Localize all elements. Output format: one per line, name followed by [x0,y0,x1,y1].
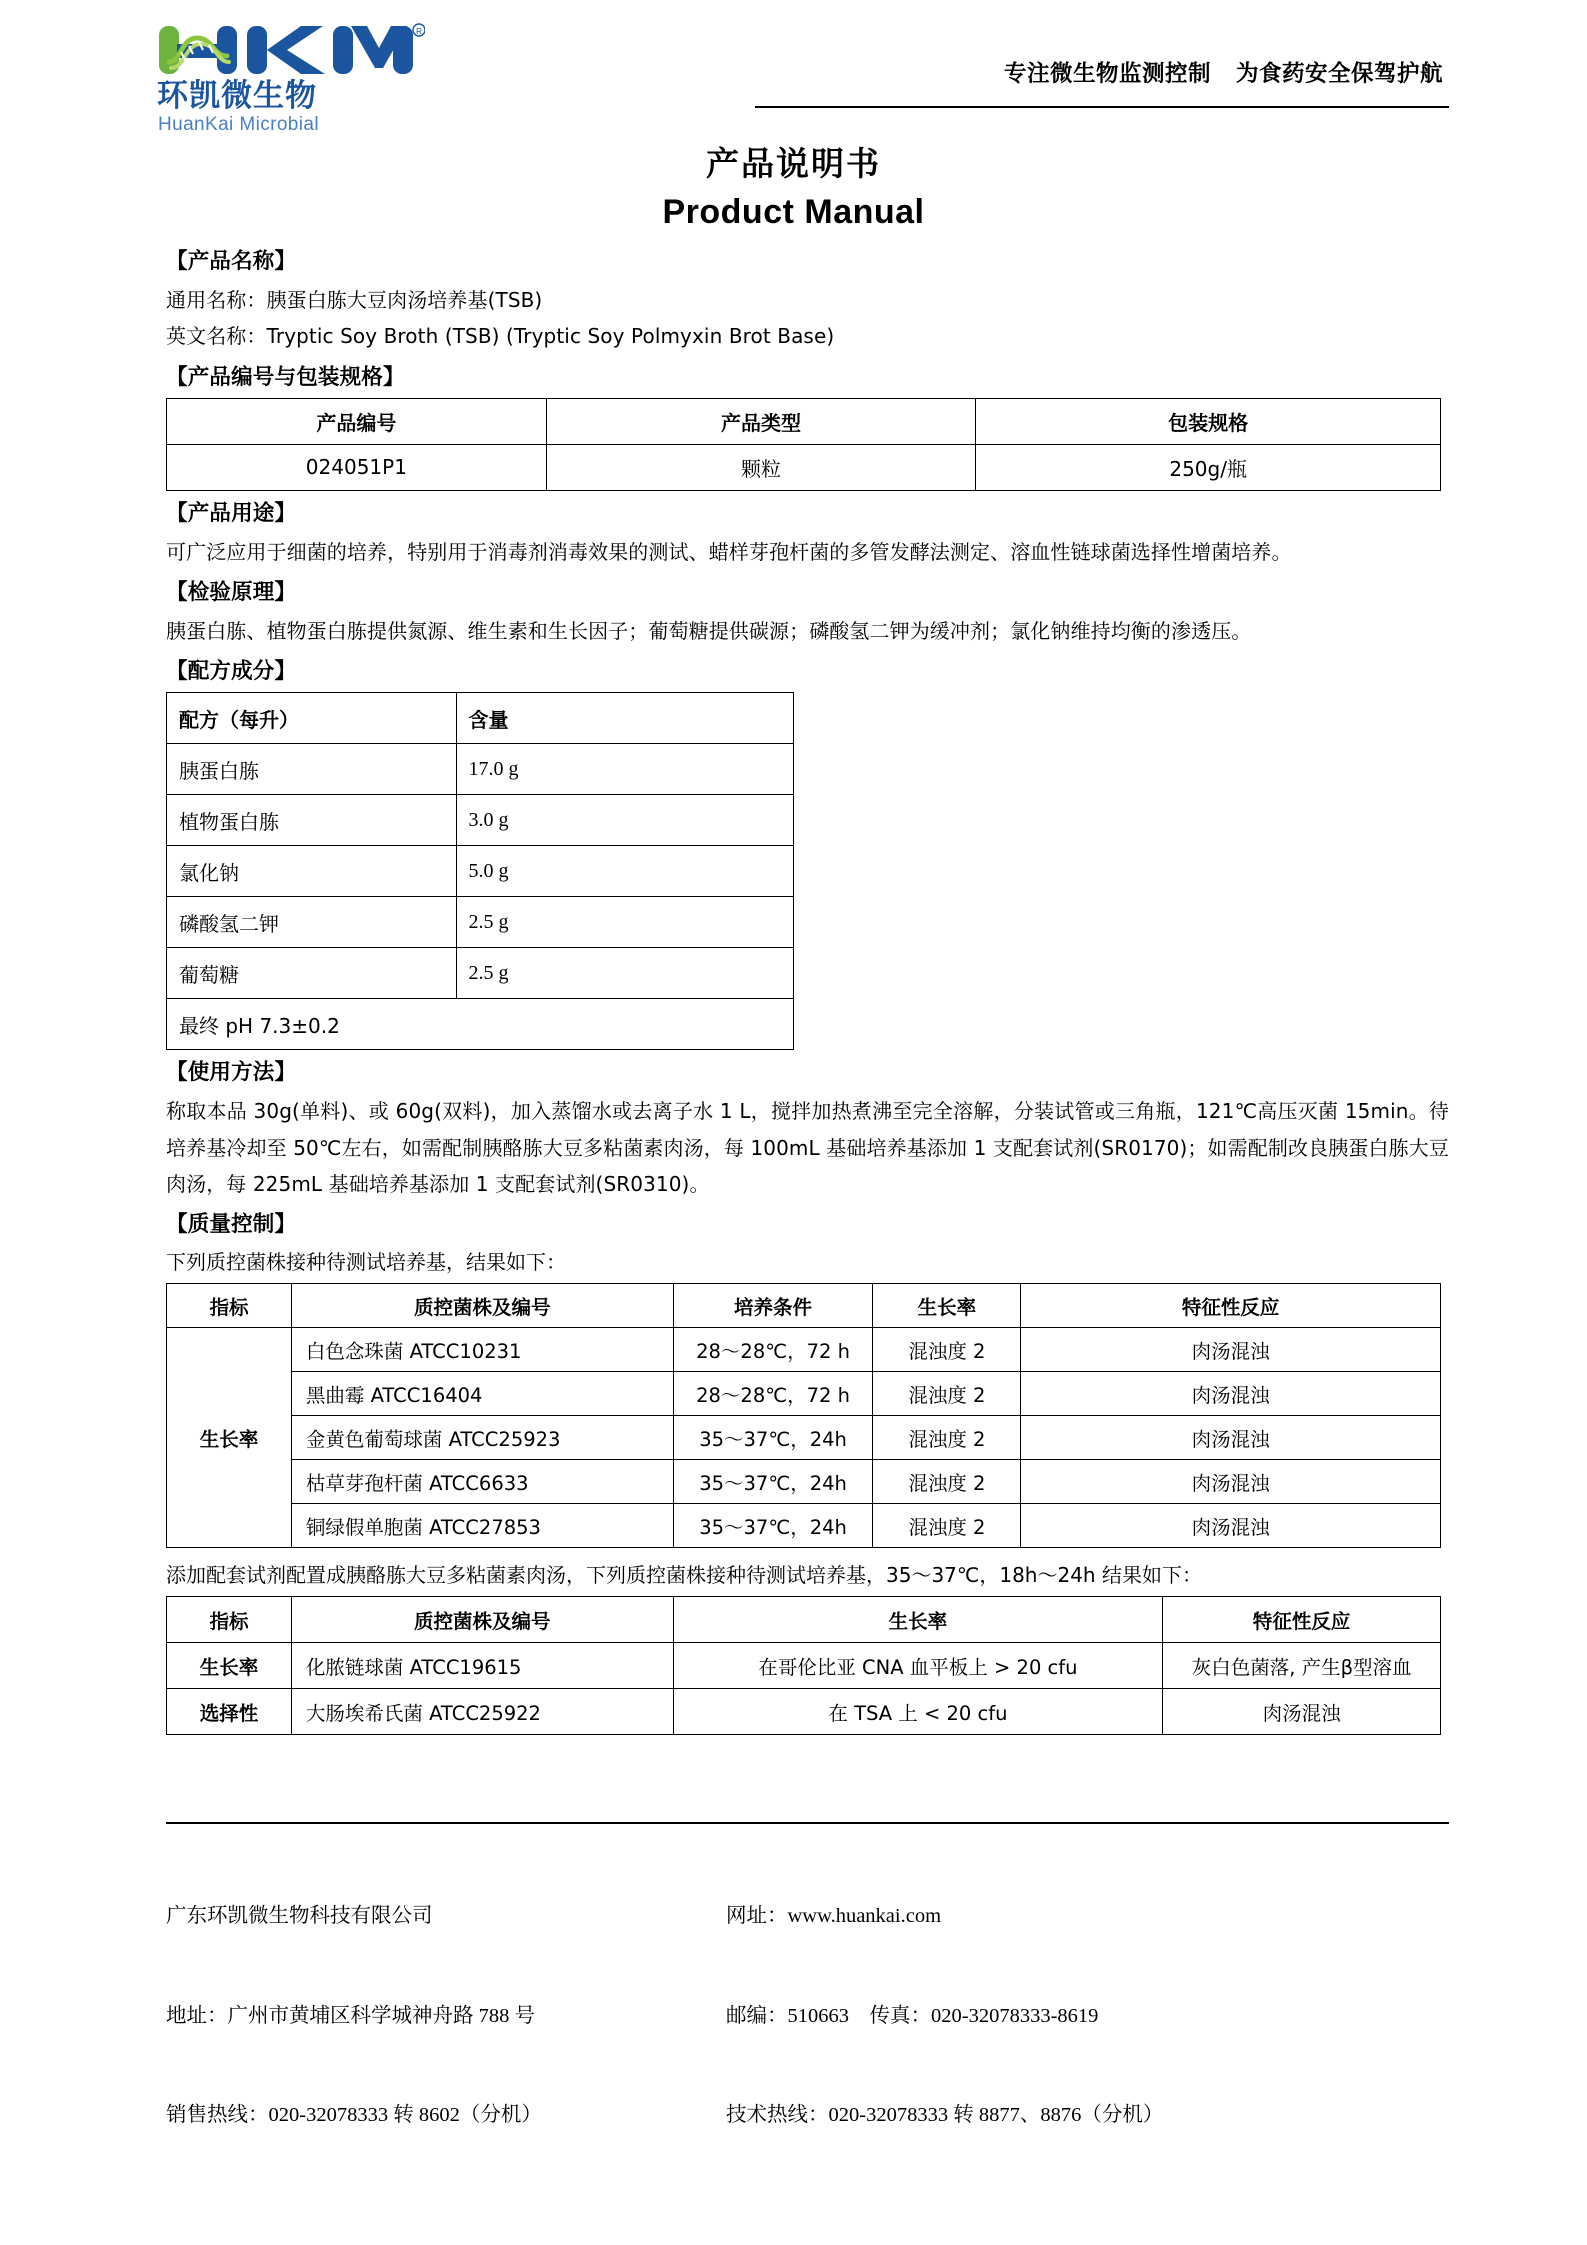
formula-ingredient-amount: 17.0 g [456,744,793,795]
qc2-col-strain: 质控菌株及编号 [291,1597,673,1643]
qc1-condition: 28～28℃，72 h [673,1372,873,1416]
generic-name-label: 通用名称： [166,287,267,312]
table-row [167,1689,1441,1735]
company-logo [155,18,455,136]
footer-right-column [726,1834,1449,2199]
section-heading-product-name: 【产品名称】 [166,249,297,274]
spec-value-package-size: 250g/瓶 [976,444,1441,490]
formula-ingredient-name: 葡萄糖 [167,948,457,999]
document-body [0,248,1587,1735]
qc1-header-row [167,1284,1441,1328]
footer-divider [166,1822,1449,1824]
page-header [0,0,1587,135]
formula-ingredient-name: 胰蛋白胨 [167,744,457,795]
qc2-growth: 在 TSA 上 < 20 cfu [673,1689,1163,1735]
qc2-index: 生长率 [167,1643,292,1689]
generic-name-line [166,282,1449,318]
formula-col-amount: 含量 [456,693,793,744]
header-divider [755,106,1449,108]
spec-table-header-row [167,398,1441,444]
footer-tech-hotline: 技术热线：020-32078333 转 8877、8876（分机） [726,2104,1164,2127]
formula-ingredient-amount: 2.5 g [456,948,793,999]
qc1-strain: 白色念珠菌 ATCC10231 [291,1328,673,1372]
quality-control-table-1 [166,1283,1441,1548]
footer-content [166,1834,1449,2199]
page-footer [0,1822,1587,2199]
qc1-index-label: 生长率 [167,1328,292,1548]
qc1-col-condition: 培养条件 [673,1284,873,1328]
quality-control-table-2 [166,1596,1441,1735]
qc1-growth: 混浊度 2 [873,1460,1021,1504]
spec-table [166,398,1441,491]
table-row [167,846,794,897]
page-title-english: Product Manual [662,193,925,231]
page-title-chinese: 产品说明书 [706,144,881,183]
qc1-col-strain: 质控菌株及编号 [291,1284,673,1328]
principle-text: 胰蛋白胨、植物蛋白胨提供氮源、维生素和生长因子；葡萄糖提供碳源；磷酸氢二钾为缓冲剂；氯化钠维持均衡的渗透压。 [166,618,1252,643]
qc1-growth: 混浊度 2 [873,1504,1021,1548]
qc2-reaction: 灰白色菌落, 产生β型溶血 [1163,1643,1441,1689]
english-name-value: Tryptic Soy Broth (TSB) (Tryptic Soy Polmyxin Brot Base) [266,324,835,349]
qc1-strain: 金黄色葡萄球菌 ATCC25923 [291,1416,673,1460]
formula-ingredient-name: 氯化钠 [167,846,457,897]
section-heading-quality-control: 【质量控制】 [166,1212,297,1238]
footer-website: 网址：www.huankai.com [726,1905,942,1928]
table-row [167,948,794,999]
qc2-reaction: 肉汤混浊 [1163,1689,1441,1735]
qc1-col-growth: 生长率 [873,1284,1021,1328]
qc2-growth: 在哥伦比亚 CNA 血平板上 > 20 cfu [673,1643,1163,1689]
table-row [167,744,794,795]
table-row [167,1504,1441,1548]
qc2-col-growth: 生长率 [673,1597,1163,1643]
footer-left-column [166,1834,726,2199]
purpose-text: 可广泛应用于细菌的培养，特别用于消毒剂消毒效果的测试、蜡样芽孢杆菌的多管发酵法测定、溶血性链球菌选择性增菌培养。 [166,539,1292,564]
qc1-reaction: 肉汤混浊 [1021,1416,1441,1460]
qc1-reaction: 肉汤混浊 [1021,1372,1441,1416]
qc1-col-reaction: 特征性反应 [1021,1284,1441,1328]
qc1-strain: 黑曲霉 ATCC16404 [291,1372,673,1416]
qc1-reaction: 肉汤混浊 [1021,1328,1441,1372]
footer-postal-fax: 邮编：510663 传真：020-32078333-8619 [726,2004,1099,2027]
formula-final-ph: 最终 pH 7.3±0.2 [167,999,794,1050]
qc-intro-text: 下列质控菌株接种待测试培养基，结果如下： [166,1250,566,1275]
table-row [167,897,794,948]
qc2-header-row [167,1597,1441,1643]
company-tagline: 专注微生物监测控制 为食药安全保驾护航 [1003,61,1443,87]
table-row [167,1372,1441,1416]
table-row [167,1643,1441,1689]
table-row [167,1460,1441,1504]
formula-ingredient-name: 植物蛋白胨 [167,795,457,846]
qc1-growth: 混浊度 2 [873,1416,1021,1460]
english-name-line [166,318,1449,354]
hkm-logo-icon [155,22,425,80]
footer-company-name: 广东环凯微生物科技有限公司 [166,1905,433,1928]
qc1-condition: 35～37℃，24h [673,1504,873,1548]
formula-ingredient-amount: 3.0 g [456,795,793,846]
spec-col-package-size: 包装规格 [976,398,1441,444]
qc2-strain: 大肠埃希氏菌 ATCC25922 [291,1689,673,1735]
qc-second-note: 添加配套试剂配置成胰酪胨大豆多粘菌素肉汤，下列质控菌株接种待测试培养基，35～37℃，18h～24h 结果如下： [166,1563,1202,1588]
qc2-col-index: 指标 [167,1597,292,1643]
section-heading-principle: 【检验原理】 [166,579,297,605]
table-row [167,1416,1441,1460]
english-name-label: 英文名称： [166,324,267,349]
formula-ingredient-amount: 2.5 g [456,897,793,948]
method-text: 称取本品 30g(单料)、或 60g(双料)，加入蒸馏水或去离子水 1 L，搅拌加热煮沸至完全溶解，分装试管或三角瓶，121℃高压灭菌 15min。待培养基冷却至 50℃左右，如需配制胰酪胨大豆多粘菌素肉汤，每 100mL 基础培养基添加 1 支配套试剂(SR0170)；如需配制改良胰蛋白胨大豆肉汤，每 225mL 基础培养基添加 1 支配套试剂(SR0310)。 [166,1099,1449,1196]
qc1-condition: 35～37℃，24h [673,1460,873,1504]
qc1-strain: 枯草芽孢杆菌 ATCC6633 [291,1460,673,1504]
section-heading-purpose: 【产品用途】 [166,500,297,526]
footer-sales-hotline: 销售热线：020-32078333 转 8602（分机） [166,2104,542,2127]
qc2-col-reaction: 特征性反应 [1163,1597,1441,1643]
logo-chinese-name: 环凯微生物 [157,78,317,114]
formula-table [166,692,794,1050]
qc2-strain: 化脓链球菌 ATCC19615 [291,1643,673,1689]
spec-col-product-type: 产品类型 [546,398,976,444]
qc1-col-index: 指标 [167,1284,292,1328]
table-row-ph [167,999,794,1050]
formula-ingredient-amount: 5.0 g [456,846,793,897]
svg-text:R: R [416,27,422,36]
section-heading-spec: 【产品编号与包装规格】 [166,364,405,390]
qc1-reaction: 肉汤混浊 [1021,1504,1441,1548]
header-right-area [455,18,1449,88]
qc2-index: 选择性 [167,1689,292,1735]
logo-english-name: HuanKai Microbial [158,114,319,135]
qc1-growth: 混浊度 2 [873,1372,1021,1416]
qc1-condition: 35～37℃，24h [673,1416,873,1460]
section-heading-method: 【使用方法】 [166,1060,297,1086]
table-row [167,444,1441,490]
formula-ingredient-name: 磷酸氢二钾 [167,897,457,948]
table-row [167,1328,1441,1372]
section-heading-formula: 【配方成分】 [166,659,297,685]
table-row [167,795,794,846]
qc1-reaction: 肉汤混浊 [1021,1460,1441,1504]
formula-col-name: 配方（每升） [167,693,457,744]
spec-value-product-code: 024051P1 [167,444,547,490]
footer-address: 地址：广州市黄埔区科学城神舟路 788 号 [166,2004,535,2027]
qc1-growth: 混浊度 2 [873,1328,1021,1372]
qc1-strain: 铜绿假单胞菌 ATCC27853 [291,1504,673,1548]
spec-value-product-type: 颗粒 [546,444,976,490]
spec-col-product-code: 产品编号 [167,398,547,444]
generic-name-value: 胰蛋白胨大豆肉汤培养基(TSB) [266,287,543,312]
qc1-condition: 28～28℃，72 h [673,1328,873,1372]
formula-table-header-row [167,693,794,744]
